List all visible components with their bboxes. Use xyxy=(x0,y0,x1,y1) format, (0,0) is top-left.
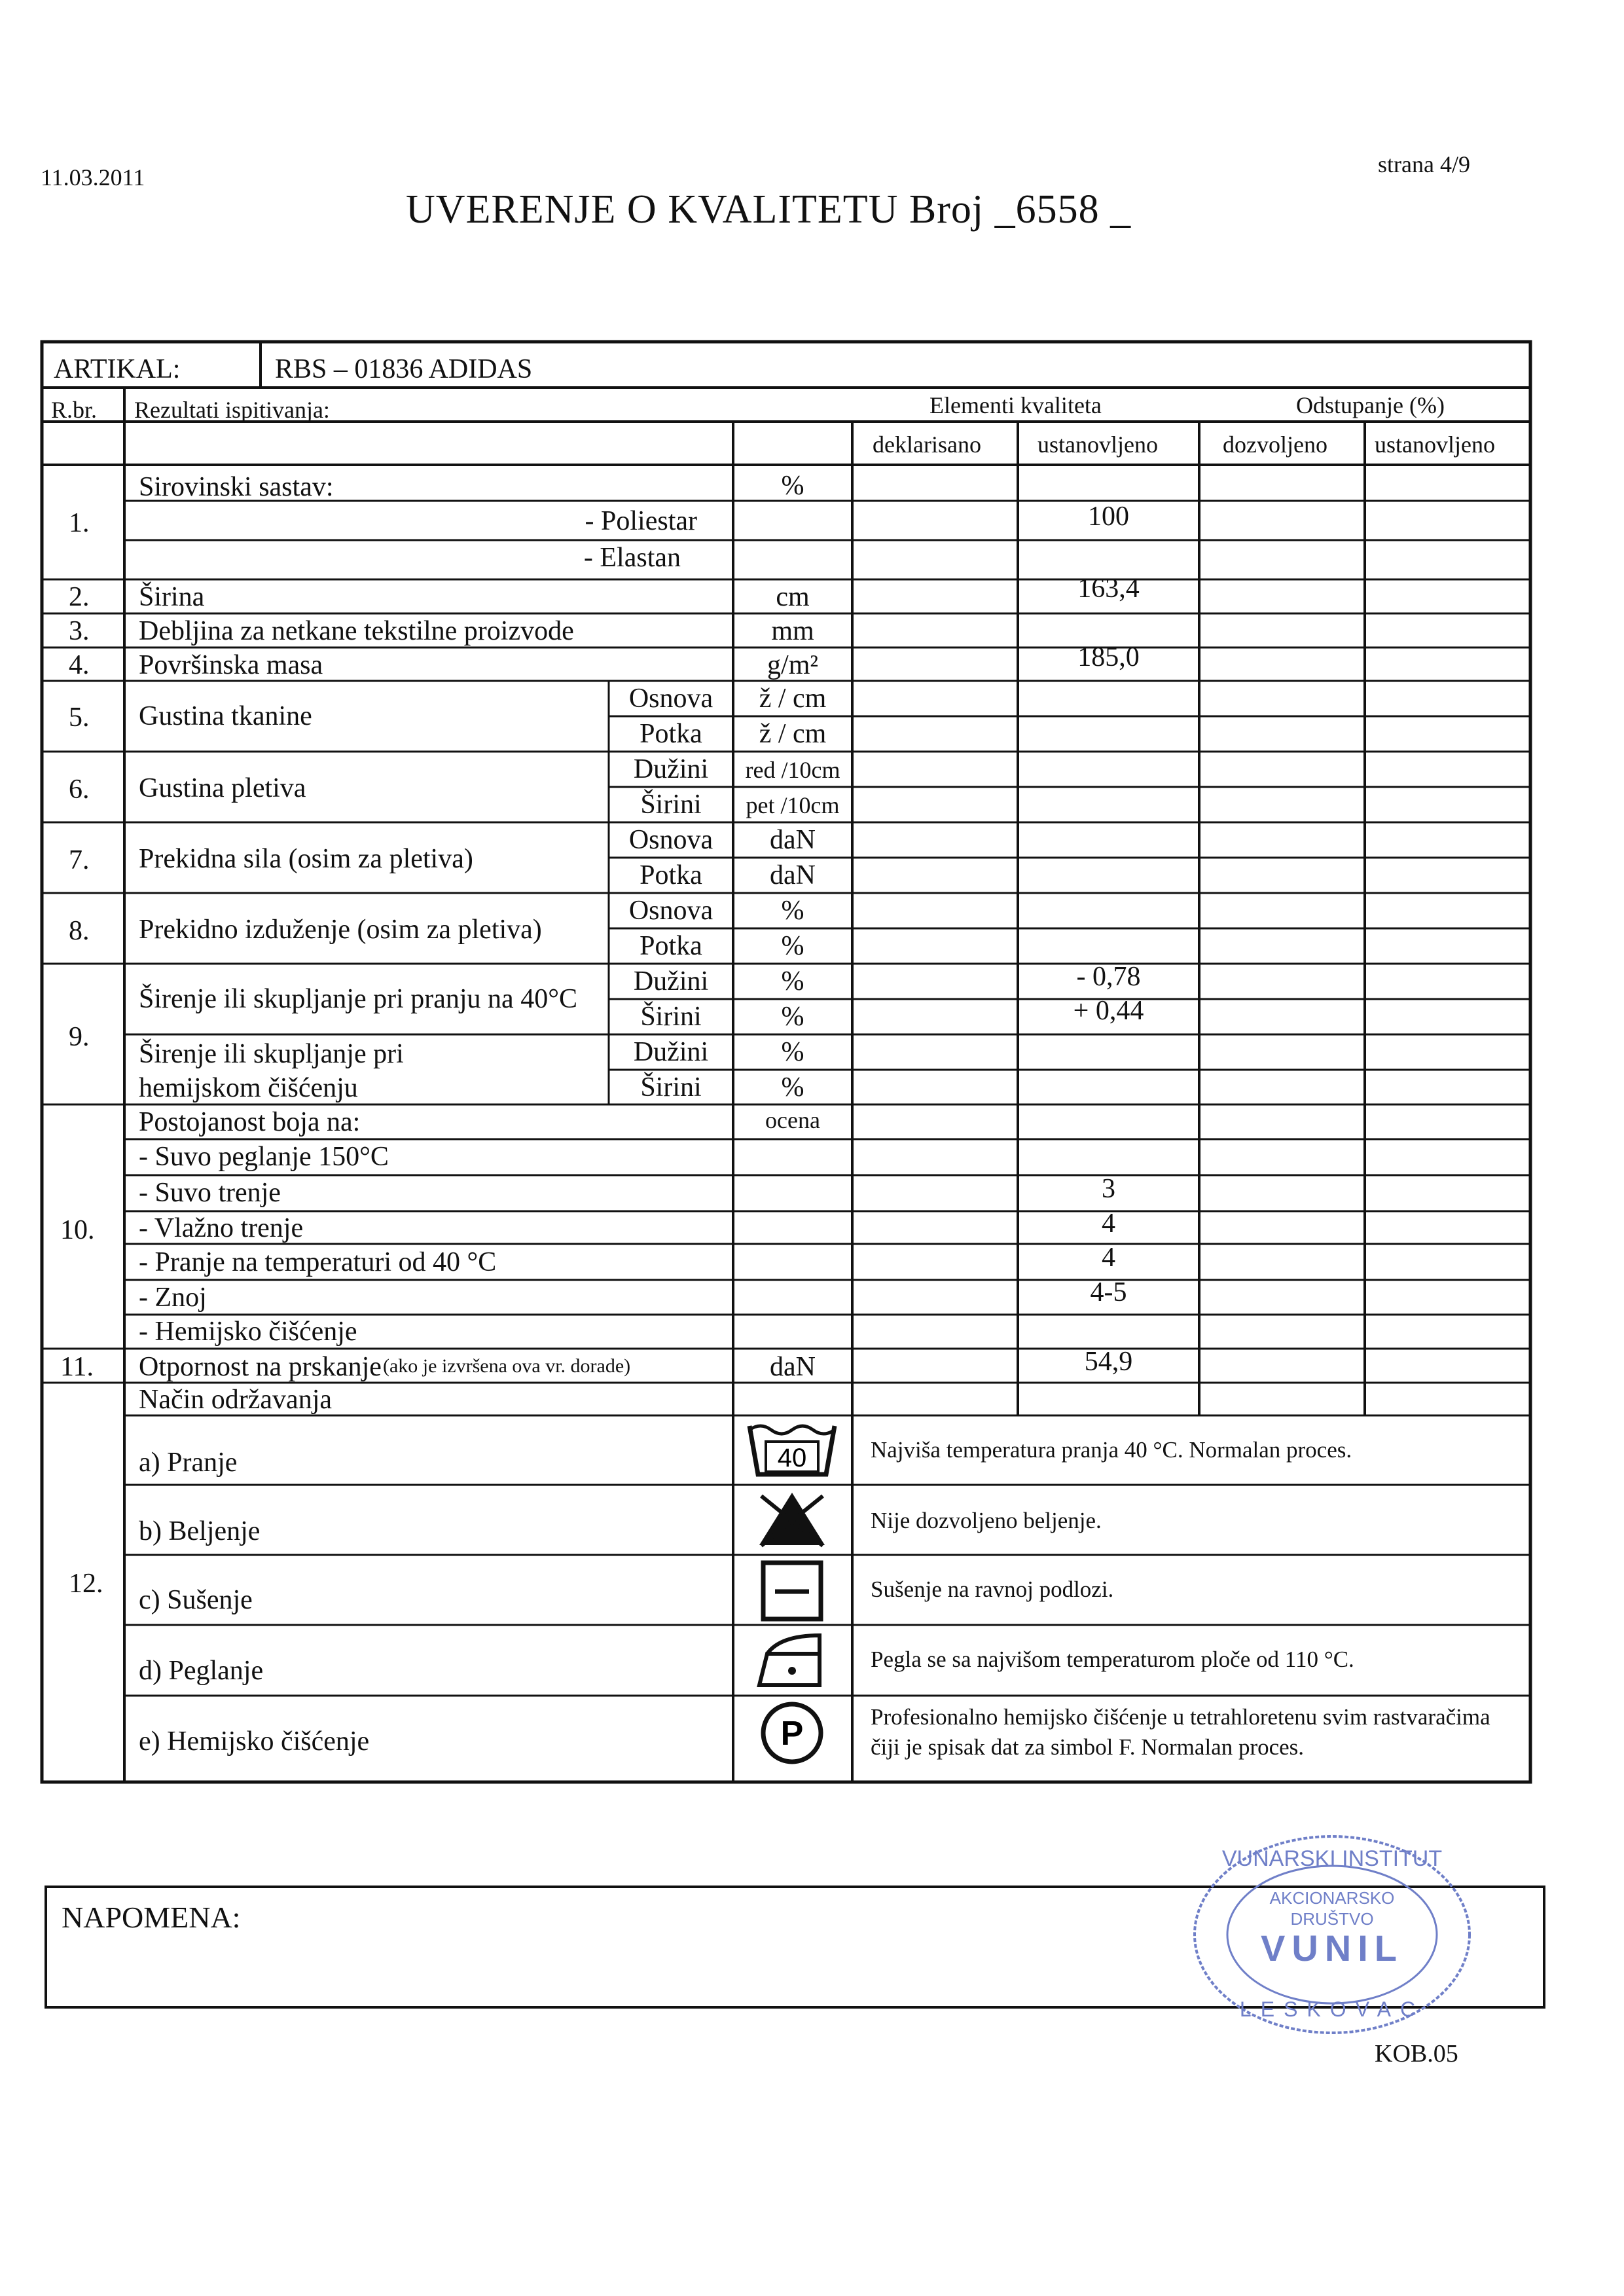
row-7-sub-2: Potka xyxy=(640,860,702,890)
row-10-item-label: - Suvo peglanje 150°C xyxy=(139,1142,389,1172)
row-5-title: Gustina tkanine xyxy=(139,701,312,731)
row-7-unit-1: daN xyxy=(770,825,816,855)
form-code: KOB.05 xyxy=(1375,2040,1458,2068)
iron-110-icon xyxy=(754,1630,833,1690)
row-7-sub-1: Osnova xyxy=(628,825,713,855)
row-9-number: 9. xyxy=(69,1022,90,1052)
row-10-item-label: - Hemijsko čišćenje xyxy=(139,1317,357,1347)
row-10-number: 10. xyxy=(60,1215,95,1245)
row-2-title: Širina xyxy=(139,582,205,612)
row-11-unit: daN xyxy=(770,1352,816,1382)
row-10-item-label: - Vlažno trenje xyxy=(139,1213,304,1243)
note-label: NAPOMENA: xyxy=(62,1901,241,1934)
dry-flat-icon xyxy=(761,1560,823,1622)
row-12-title: Način održavanja xyxy=(139,1385,333,1415)
row-11-number: 11. xyxy=(60,1352,94,1382)
row-9-unit-4: % xyxy=(781,1072,804,1102)
article-label: ARTIKAL: xyxy=(54,354,181,384)
row-11-title: Otpornost na prskanje xyxy=(139,1352,382,1382)
col-allowed: dozvoljeno xyxy=(1223,431,1327,458)
svg-text:VUNARSKI INSTITUT: VUNARSKI INSTITUT xyxy=(1221,1846,1443,1871)
care-label: d) Peglanje xyxy=(139,1656,264,1686)
row-10-item-value: 4 xyxy=(1102,1243,1115,1273)
row-2-number: 2. xyxy=(69,582,90,612)
row-8-number: 8. xyxy=(69,916,90,946)
row-4-title: Površinska masa xyxy=(139,650,323,680)
row-2-value: 163,4 xyxy=(1077,574,1140,604)
row-8-title: Prekidno izduženje (osim za pletiva) xyxy=(139,915,542,945)
row-1-material-a: - Poliestar xyxy=(585,506,697,536)
row-4-unit: g/m² xyxy=(767,650,818,680)
row-6-title: Gustina pletiva xyxy=(139,773,306,803)
row-9-unit-1: % xyxy=(781,966,804,996)
svg-text:P: P xyxy=(780,1715,804,1753)
document-title: UVERENJE O KVALITETU Broj _6558 _ xyxy=(406,187,1132,232)
row-10-item-value: 4 xyxy=(1102,1209,1115,1239)
care-description: Najviša temperatura pranja 40 °C. Normalan proces. xyxy=(871,1437,1352,1463)
row-1-number: 1. xyxy=(69,508,90,538)
row-6-unit-1: red /10cm xyxy=(745,757,840,783)
svg-text:LESKOVAC: LESKOVAC xyxy=(1239,1997,1425,2021)
page-number: strana 4/9 xyxy=(1378,151,1470,177)
row-9-value-2: + 0,44 xyxy=(1073,996,1144,1026)
dry-clean-p-icon xyxy=(759,1700,825,1766)
row-9-value-1: - 0,78 xyxy=(1076,962,1141,992)
care-label: c) Sušenje xyxy=(139,1585,253,1615)
row-10-title: Postojanost boja na: xyxy=(139,1107,361,1137)
row-8-unit-2: % xyxy=(781,931,804,961)
row-5-sub-1: Osnova xyxy=(628,683,713,714)
wash-40-icon xyxy=(746,1421,838,1480)
col-deviation: Odstupanje (%) xyxy=(1296,392,1445,418)
row-4-value: 185,0 xyxy=(1077,642,1140,672)
row-11-note: (ako je izvršena ova vr. dorade) xyxy=(383,1355,631,1377)
svg-text:AKCIONARSKO: AKCIONARSKO xyxy=(1269,1888,1395,1908)
row-6-sub-1: Dužini xyxy=(633,754,709,784)
row-8-sub-2: Potka xyxy=(640,931,702,961)
care-label: e) Hemijsko čišćenje xyxy=(139,1726,370,1757)
row-3-title: Debljina za netkane tekstilne proizvode xyxy=(139,616,574,646)
row-11-value: 54,9 xyxy=(1084,1347,1133,1377)
row-9-sub-1: Dužini xyxy=(633,966,709,996)
row-9-title-a: Širenje ili skupljanje pri pranju na 40°C xyxy=(139,984,578,1014)
row-9-sub-2: Širini xyxy=(640,1002,702,1032)
row-2-unit: cm xyxy=(776,582,810,612)
care-label: b) Beljenje xyxy=(139,1516,261,1546)
col-elements: Elementi kvaliteta xyxy=(929,392,1102,418)
col-rbr: R.br. xyxy=(51,397,98,423)
care-description: Pegla se sa najvišom temperaturom ploče od 110 °C. xyxy=(871,1647,1354,1672)
row-7-unit-2: daN xyxy=(770,860,816,890)
no-bleach-icon xyxy=(756,1489,828,1548)
institute-stamp xyxy=(1188,1827,1476,2043)
row-9-sub-4: Širini xyxy=(640,1072,702,1102)
row-9-title-b2: hemijskom čišćenju xyxy=(139,1073,358,1103)
row-4-number: 4. xyxy=(69,650,90,680)
col-established: ustanovljeno xyxy=(1038,431,1158,458)
care-description: Nije dozvoljeno beljenje. xyxy=(871,1508,1102,1533)
col-results: Rezultati ispitivanja: xyxy=(134,397,330,423)
row-9-unit-2: % xyxy=(781,1002,804,1032)
row-10-unit: ocena xyxy=(765,1107,820,1133)
row-3-unit: mm xyxy=(771,616,814,646)
col-established-2: ustanovljeno xyxy=(1375,431,1495,458)
row-10-item-value: 3 xyxy=(1102,1174,1115,1204)
row-3-number: 3. xyxy=(69,616,90,646)
col-declared: deklarisano xyxy=(873,431,981,458)
document-date: 11.03.2011 xyxy=(41,164,145,191)
row-10-item-value: 4-5 xyxy=(1090,1277,1127,1307)
row-8-unit-1: % xyxy=(781,896,804,926)
row-7-number: 7. xyxy=(69,845,90,875)
row-12-number: 12. xyxy=(69,1569,103,1599)
row-5-number: 5. xyxy=(69,702,90,733)
care-description: Profesionalno hemijsko čišćenje u tetrahloretenu svim rastvaračima čiji je spisak dat za simbol F. Normalan proces. xyxy=(871,1704,1490,1760)
row-5-sub-2: Potka xyxy=(640,719,702,749)
row-9-title-b1: Širenje ili skupljanje pri xyxy=(139,1039,404,1069)
care-label: a) Pranje xyxy=(139,1448,238,1478)
row-6-number: 6. xyxy=(69,774,90,805)
row-1-unit: % xyxy=(781,471,804,501)
svg-text:DRUŠTVO: DRUŠTVO xyxy=(1290,1909,1374,1929)
row-10-item-label: - Znoj xyxy=(139,1283,207,1313)
row-10-item-label: - Pranje na temperaturi od 40 °C xyxy=(139,1247,497,1277)
row-1-title: Sirovinski sastav: xyxy=(139,472,334,502)
article-value: RBS – 01836 ADIDAS xyxy=(275,354,533,384)
row-9-unit-3: % xyxy=(781,1037,804,1067)
row-10-item-label: - Suvo trenje xyxy=(139,1178,281,1208)
row-1-material-b: - Elastan xyxy=(583,543,681,573)
row-1-material-a-value: 100 xyxy=(1088,501,1129,532)
care-description: Sušenje na ravnoj podlozi. xyxy=(871,1576,1114,1602)
svg-text:40: 40 xyxy=(777,1444,807,1472)
row-6-unit-2: pet /10cm xyxy=(746,792,840,818)
svg-text:VUNIL: VUNIL xyxy=(1261,1927,1403,1969)
row-9-sub-3: Dužini xyxy=(633,1037,709,1067)
row-5-unit-1: ž / cm xyxy=(759,683,827,714)
row-6-sub-2: Širini xyxy=(640,790,702,820)
row-7-title: Prekidna sila (osim za pletiva) xyxy=(139,844,473,874)
row-8-sub-1: Osnova xyxy=(628,896,713,926)
row-5-unit-2: ž / cm xyxy=(759,719,827,749)
